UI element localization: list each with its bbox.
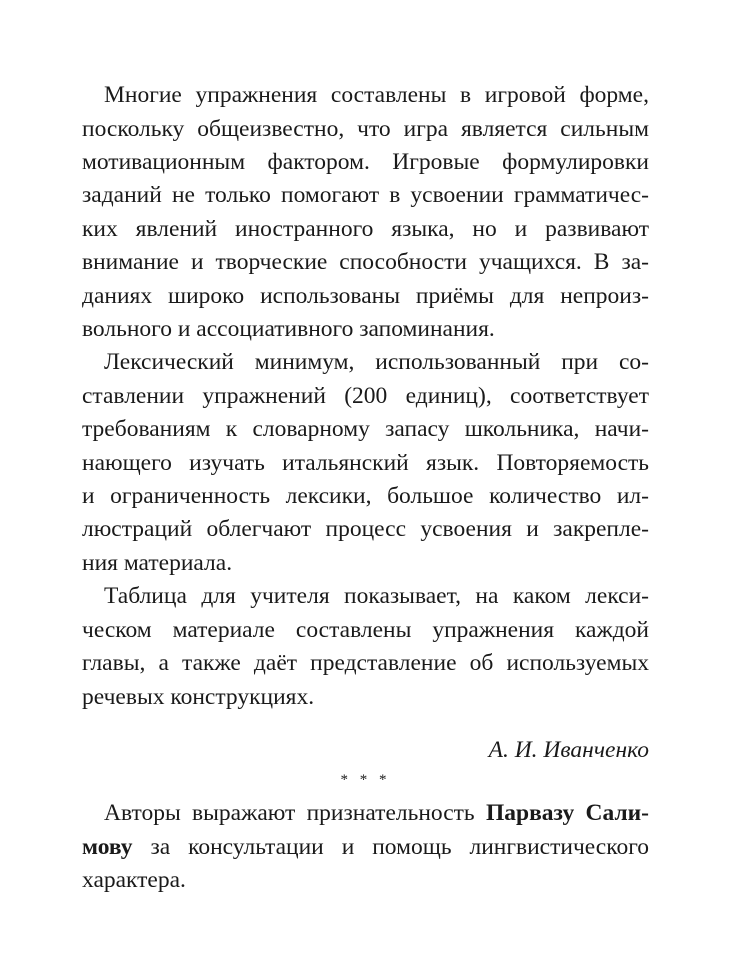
paragraph-1-line: мотивационным фактором. Игровые формулировки [82,149,649,175]
paragraph-3-line: главы, а также даёт представление об используемых [82,650,649,676]
acknowledgement-line: характера. [82,867,186,893]
paragraph-2-line: ставлении упражнений (200 единиц), соответствует [82,383,649,409]
author-signature: А. И. Иванченко [488,737,649,763]
acknowledgement-line [82,832,649,862]
acknowledgement-line [104,798,649,828]
acknowledged-person-name: мову [82,834,133,860]
paragraph-1-line: Многие упражнения составлены в игровой форме, [104,82,649,108]
paragraph-3-line: Таблица для учителя показывает, на каком лекси- [104,583,649,609]
paragraph-1-line: поскольку общеизвестно, что игра является сильным [82,116,649,142]
paragraph-2-line: нающего изучать итальянский язык. Повторяемость [82,450,649,476]
paragraph-1-line: даниях широко использованы приёмы для непроиз- [82,283,649,309]
paragraph-2-line: ния материала. [82,550,233,576]
section-separator: * * * [340,772,391,788]
paragraph-1-line: ких явлений иностранного языка, но и развивают [82,216,649,242]
paragraph-1-line: внимание и творческие способности учащихся. В за- [82,249,649,275]
paragraph-2-line: и ограниченность лексики, большое количество ил- [82,483,649,509]
paragraph-3-line: ческом материале составлены упражнения каждой [82,617,649,643]
acknowledged-person-name: Парвазу Сали- [485,800,649,826]
paragraph-1-line: заданий не только помогают в усвоении грамматичес- [82,182,649,208]
acknowledgement-text: за консультации и помощь лингвистического [132,834,649,860]
paragraph-2-line: люстраций облегчают процесс усвоения и закрепле- [82,516,649,542]
paragraph-3-line: речевых конструкциях. [82,684,315,710]
acknowledgement-text: Авторы выражают признательность [104,800,486,826]
paragraph-2-line: требованиям к словарному запасу школьника, начи- [82,416,649,442]
paragraph-1-line: вольного и ассоциативного запоминания. [82,316,495,342]
paragraph-2-line: Лексический минимум, использованный при со- [104,349,649,375]
